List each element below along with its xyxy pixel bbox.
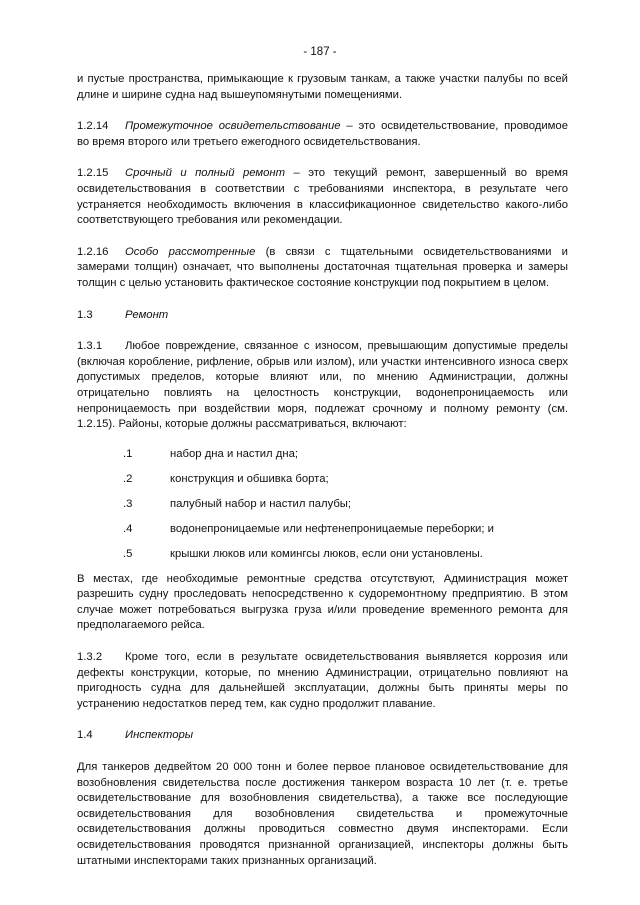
list-item-text: палубный набор и настил палубы; [170,497,352,510]
list-item-number: .1 [123,447,133,460]
heading-title: Инспекторы [125,729,194,742]
section-text: (в связи с тщательными освидетельствованиями и замерами толщин) означает, что выполнены достаточная тщательная проверка и замеры толщин с целью установить фактическое состояние конструкции под покрытием в целом. [77,245,568,289]
section-1-2-14 [77,119,568,150]
section-number: 1.3.1 [77,340,103,353]
section-number: 1.2.16 [77,245,109,258]
list-item-text: конструкция и обшивка борта; [170,472,329,485]
inspectors-paragraph: Для танкеров дедвейтом 20 000 тонн и более первое плановое освидетельствование для возобновления свидетельства после достижения танкером возраста 10 лет (т. е. третье освидетельствование для возобновления свидетельства), а также все последующие освидетельствования для возобновления свидетельства и промежуточные освидетельствования должны проводиться совместно двумя инспекторами. Если освидетельствования проводятся признанной организацией, инспекторы должны быть штатными инспекторами таких признанных организаций. [77,760,568,867]
section-number: 1.2.15 [77,167,109,180]
list-item-text: водонепроницаемые или нефтенепроницаемые переборки; и [170,522,494,535]
list-item [77,472,568,488]
heading-number: 1.3 [77,308,93,321]
list-item [77,522,568,538]
defined-term: Срочный и полный ремонт [125,167,286,180]
list-item-text: крышки люков или комингсы люков, если они установлены. [170,547,483,560]
page-number: - 187 - [303,46,337,58]
defined-term: Особо рассмотренные [125,245,256,258]
repair-areas-list [77,447,568,563]
list-item-number: .5 [123,547,133,560]
defined-term: Промежуточное освидетельствование [125,120,341,133]
list-item-number: .3 [123,497,133,510]
places-paragraph: В местах, где необходимые ремонтные средства отсутствуют, Администрация может разрешить судну проследовать непосредственно к судоремонтному предприятию. В этом случае может потребоваться выгрузка груза и/или проведение временного ремонта для предполагаемого рейса. [77,572,568,632]
section-1-2-16 [77,245,568,292]
intro-paragraph: и пустые пространства, примыкающие к грузовым танкам, а также участки палубы по всей длине и ширине судна над вышеупомянутыми помещениями. [77,73,568,101]
heading-title: Ремонт [125,308,169,321]
section-1-3-1 [77,339,568,433]
heading-1-4 [77,728,568,744]
list-item-number: .4 [123,522,133,535]
section-number: 1.3.2 [77,650,103,663]
section-text: Любое повреждение, связанное с износом, превышающим допустимые пределы (включая коробление, рифление, обрыв или излом), или участки интенсивного износа сверх допустимых пределов, которые влияют или, по мнению Администрации, должны отрицательно повлиять на целостность конструкции, водонепроницаемость или непроницаемость при воздействии моря, подлежат срочному и полному ремонту (см. 1.2.15). Районы, которые должны рассматриваться, включают: [77,340,568,431]
section-text: – это текущий ремонт, завершенный во время освидетельствования в соответствии с требованиями инспектора, в результате чего устраняется необходимость включения в классификационное свидетельство какого-либо соответствующего требования или рекомендации. [77,167,568,227]
list-item [77,547,568,563]
heading-1-3 [77,308,568,324]
section-text: Кроме того, если в результате освидетельствования выявляется коррозия или дефекты конструкции, которые, по мнению Администрации, отрицательно повлияют на пригодность судна для дальнейшей эксплуатации, должны быть приняты меры по устранению недостатков перед тем, как судно продолжит плавание. [77,650,568,710]
list-item-number: .2 [123,472,133,485]
section-number: 1.2.14 [77,120,109,133]
list-item [77,497,568,513]
section-1-3-2 [77,650,568,712]
section-text: – это освидетельствование, проводимое во время второго или третьего ежегодного освидетельствования. [77,120,569,148]
section-1-2-15 [77,166,568,228]
list-item [77,447,568,463]
list-item-text: набор дна и настил дна; [170,447,299,460]
heading-number: 1.4 [77,729,93,742]
document-body [77,72,568,869]
